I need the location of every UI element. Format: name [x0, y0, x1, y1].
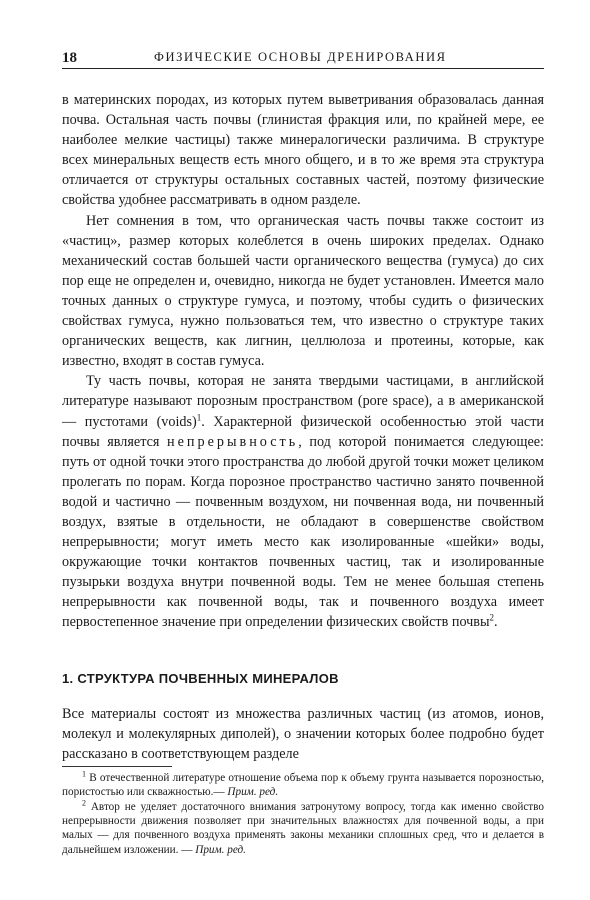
footnote-1-editor-note: Прим. ред.	[227, 786, 279, 799]
footnote-rule	[62, 766, 172, 767]
footnote-ref-2: 2	[489, 612, 495, 623]
footnote-2-text: Автор не уделяет достаточного внимания затронутому вопросу, тогда как именно свойство непрерывности движения позволяет при значительных влажностях для почвенной воды, а при малых — для почвенного воздуха применять законы механики сплошных сред, что и делается в дальнейшем изложении. —	[62, 800, 544, 856]
page-number: 18	[62, 50, 77, 66]
paragraph-1: в материнских породах, из которых путем выветривания образовалась данная почва. Остальная часть почвы (глинистая фракция или, по крайней мере, ее наиболее мелкие частицы) также минералогически различима. В структуре всех минеральных веществ есть много общего, и в то же время эта структура отличается от структуры остальных составных частей, поэтому физические свойства удобнее рассматривать в одном разделе.	[62, 92, 544, 209]
paragraph-3	[62, 371, 544, 632]
footnote-ref-1: 1	[196, 411, 202, 422]
paragraph-3-part-b: . Характерной физической особенностью этой части почвы является	[62, 413, 545, 450]
paragraph-3-part-a: Ту часть почвы, которая не занята твердыми частицами, в английской литературе называют порозным пространством (pore space), а в американской — пустотами (voids)	[62, 373, 544, 430]
footnotes	[62, 771, 544, 857]
section-heading: 1. СТРУКТУРА ПОЧВЕННЫХ МИНЕРАЛОВ	[62, 670, 339, 686]
footnote-2	[62, 797, 544, 858]
paragraph-2: Нет сомнения в том, что органическая часть почвы также состоит из «частиц», размер которых колеблется в очень широких пределах. Однако механический состав большей части органического вещества (гумуса) до сих пор еще не определен и, очевидно, никогда не будет установлен. Имеется мало точных данных о структуре гумуса, и поэтому, чтобы судить о физических свойствах гумуса, нужно пользоваться тем, что известно о структуре таких органических веществ, как лигнин, целлюлоза и протеины, которые, как известно, входят в состав гумуса.	[62, 212, 544, 370]
footnote-2-editor-note: Прим. ред.	[195, 843, 246, 856]
footnote-2-number: 2	[82, 797, 86, 807]
footnote-1-number: 1	[82, 769, 86, 779]
page-header	[62, 44, 544, 70]
spaced-term: непрерывность	[167, 433, 299, 450]
footnote-1	[62, 771, 544, 800]
book-page	[62, 44, 544, 857]
paragraph-3-part-c: , под которой понимается следующее: путь от одной точки этого пространства до любой другой точки может целиком пролегать по порам. Когда порозное пространство частично занято почвенной водой и частично — почвенным воздухом, ни почвенная вода, ни почвенный воздух, взятые в отдельности, не обладают в совершенстве свойством непрерывности; могут иметь место как изолированные «шейки» воды, окружающие точки контактов почвенных частиц, так и изолированные пузырьки воздуха внутри почвенной воды. Тем не менее большая степень непрерывности как почвенной воды, так и почвенного воздуха имеет первостепенное значение при определении физических свойств почвы	[62, 433, 544, 631]
paragraph-3-part-d: .	[494, 614, 498, 631]
header-rule	[62, 68, 544, 69]
footnote-1-text: В отечественной литературе отношение объема пор к объему грунта называется порозностью, пористостью или скважностью.—	[62, 771, 544, 799]
paragraph-4: Все материалы состоят из множества различных частиц (из атомов, ионов, молекул и молекулярных диполей), о значении которых более подробно будет рассказано в соответствующем разделе	[62, 705, 544, 762]
running-head: ФИЗИЧЕСКИЕ ОСНОВЫ ДРЕНИРОВАНИЯ	[154, 50, 447, 64]
body-text	[62, 90, 544, 764]
